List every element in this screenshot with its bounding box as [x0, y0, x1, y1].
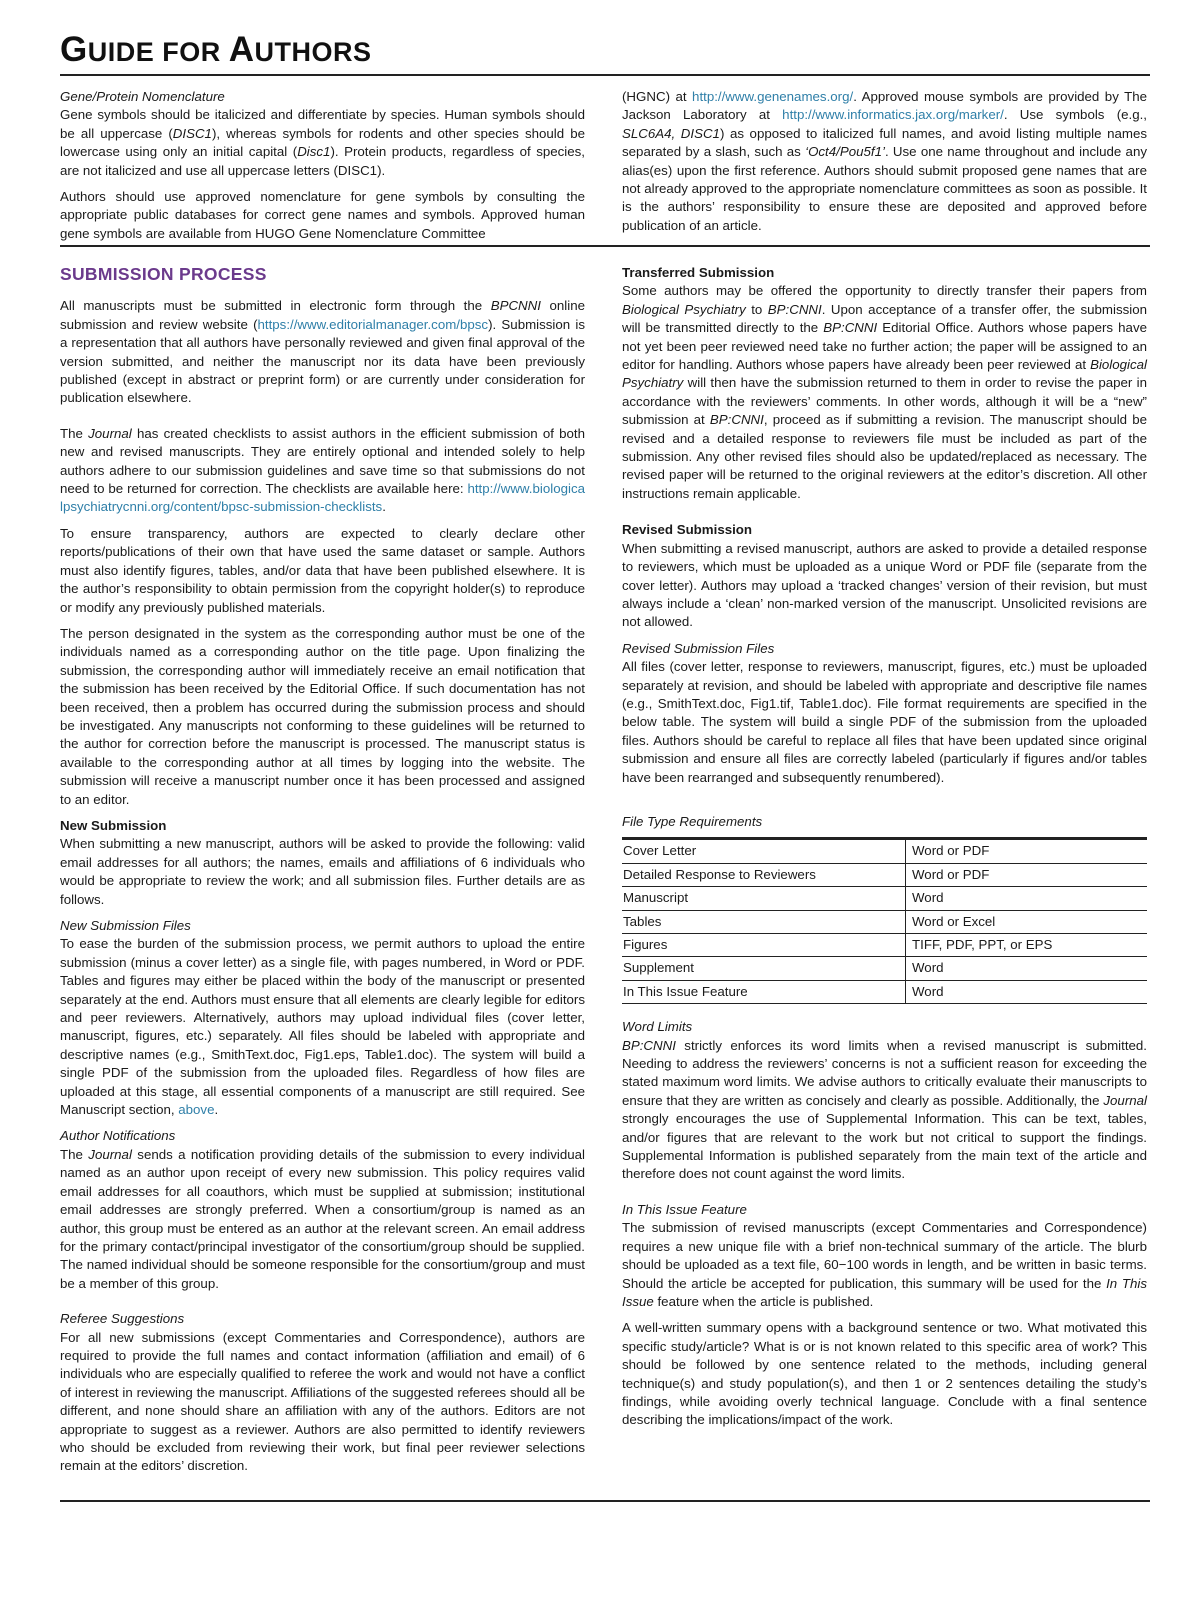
new-submission-paragraph: When submitting a new manuscript, authors will be asked to provide the following: valid email addresses for all authors; the names, emails and affiliations of 6 individuals who would be appropriate to review the work; and all submission files. Further details are as follows.	[60, 836, 585, 907]
nomenclature-paragraph-2: Authors should use approved nomenclature for gene symbols by consulting the appropriate public databases for correct gene names and symbols. Approved human gene symbols are available from HUGO Gene Nomenclature Committee	[60, 189, 585, 241]
referee-suggestions-heading: Referee Suggestions	[60, 1311, 185, 1327]
transferred-submission-heading: Transferred Submission	[622, 265, 775, 280]
revised-submission-files-paragraph: All files (cover letter, response to reviewers, manuscript, figures, etc.) must be uploaded separately at revision, and should be labeled with appropriate and descriptive file names (e.g., SmithText.doc, Fig1.tif, Table1.doc). File format requirements are specified in the below table. The system will build a single PDF of the submission from the uploaded files. Authors should be careful to replace all files that have been updated since original submission and ensure all files are correctly labeled (particularly if figures and/or tables have been rearranged and subsequently renumbered).	[622, 659, 1147, 785]
referee-suggestions-paragraph: For all new submissions (except Commentaries and Correspondence), authors are required to provide the full names and contact information (affiliation and email) of 6 individuals who are especially qualified to referee the work and would not have a conflict of interest in reviewing the manuscript. Affiliations of the suggested referees should all be different, and none should share an affiliation with any of the authors. Editors are not appropriate to suggest as a reviewer. Authors are also permitted to identify reviewers who should be excluded from reviewing their work, but final peer reviewer selections remain at the editors’ discretion.	[60, 1329, 585, 1474]
page-title: GUIDE FOR AUTHORS	[60, 30, 372, 69]
table-row: Figures TIFF, PDF, PPT, or EPS	[622, 934, 1147, 957]
editorial-manager-link[interactable]: https://www.editorialmanager.com/bpsc	[257, 316, 489, 332]
table-row: In This Issue Feature Word	[622, 980, 1147, 1003]
submission-paragraph-2: The Journal has created checklists to assist authors in the efficient submission of both new and revised manuscripts. They are entirely optional and intended solely to help authors adhere to our submission guidelines and save time so that submissions do not need to be returned for correction. The checklists are available here: http://www.biologicalpsychiatrycnni.org/content/bpsc-submission-checklists.	[60, 425, 585, 515]
submission-paragraph-3: To ensure transparency, authors are expected to clearly declare other reports/publications of their own that have used the same dataset or sample. Authors must also identify figures, tables, and/or data that have been published elsewhere. It is the author’s responsibility to obtain permission from the copyright holder(s) to reproduce or modify any previously published materials.	[60, 525, 585, 615]
checklists-link[interactable]: http://www.biologicalpsychiatrycnni.org/content/bpsc-submission-checklists	[60, 481, 585, 515]
table-row: Cover Letter Word or PDF	[622, 839, 1147, 863]
submission-paragraph-4: The person designated in the system as the corresponding author must be one of the individuals named as a corresponding author on the title page. Upon finalizing the submission, the corresponding author will immediately receive an email notification that the submission has been received by the Editorial Office. If such documentation has not been received, then a problem has occurred during the submission process and should be investigated. Any manuscripts not conforming to these guidelines will be returned to the author for correction before the manuscript is processed. The manuscript status is available to the corresponding author at all times by logging into the website. The submission will receive a manuscript number once it has been processed and assigned to an editor.	[60, 625, 585, 807]
new-submission-files-heading: New Submission Files	[60, 918, 191, 933]
revised-submission-heading: Revised Submission	[622, 522, 753, 538]
author-notifications-paragraph: The Journal sends a notification providing details of the submission to every individual named as an author upon receipt of every new submission. This policy requires valid email addresses for all coauthors, which must be supplied at submission; institutional email addresses are strongly preferred. When a consortium/group is named as an author, this group must be entered as an author at the relevant screen. An email address for the primary contact/principal investigator of the consortium/group should be supplied. The named individual should be someone responsible for the consortium/group and must be a member of this group.	[60, 1146, 585, 1291]
in-this-issue-heading: In This Issue Feature	[622, 1201, 747, 1217]
genenames-link[interactable]: http://www.genenames.org/	[692, 89, 854, 104]
above-link[interactable]: above	[178, 1102, 215, 1118]
new-submission-files-paragraph: To ease the burden of the submission process, we permit authors to upload the entire submission (minus a cover letter) as a single file, with pages numbered, in Word or PDF. Tables and figures may either be placed within the body of the manuscript or presented separately at the end. Authors must ensure that all elements are clearly legible for editors and peer reviewers. Alternatively, authors may upload individual files (cover letter, manuscript, figures, etc.) separately. All files should be labeled with appropriate and descriptive names (e.g., SmithText.doc, Fig1.eps, Table1.doc). The system will build a single PDF of the submission from the uploaded files. Regardless of how files are uploaded at this stage, all essential components of a manuscript are still required. See Manuscript section, above.	[60, 936, 585, 1118]
file-type-heading: File Type Requirements	[622, 813, 763, 829]
file-type-table	[622, 837, 1147, 1004]
jax-marker-link[interactable]: http://www.informatics.jax.org/marker/	[782, 107, 1004, 123]
word-limits-paragraph: BP:CNNI strictly enforces its word limits when a revised manuscript is submitted. Needing to address the reviewers’ concerns is not a sufficient reason for exceeding the stated maximum word limits. We advise authors to critically evaluate their manuscripts to ensure that they are written as concisely and clearly as possible. Additionally, the Journal strongly encourages the use of Supplemental Information. This can be text, tables, and/or figures that are relevant to the work but not critical to support the findings. Supplemental Information is published separately from the main text of the article and therefore does not count against the word limits.	[622, 1037, 1147, 1182]
submission-process-heading: SUBMISSION PROCESS	[60, 264, 267, 284]
nomenclature-paragraph-1: Gene symbols should be italicized and differentiate by species. Human symbols should be all uppercase (DISC1), whereas symbols for rodents and other species should be lowercase using only an initial capital (Disc1). Protein products, regardless of species, are not italicized and use all uppercase letters (DISC1).	[60, 107, 585, 178]
nomenclature-right-column	[622, 88, 1147, 243]
section-rule	[60, 245, 1150, 247]
left-column	[60, 258, 585, 1484]
submission-paragraph-1: All manuscripts must be submitted in electronic form through the BPCNNI online submission and review website (https://www.editorialmanager.com/bpsc). Submission is a representation that all authors have personally reviewed and given final approval of the version submitted, and neither the manuscript nor its data have been previously published (except in abstract or preprint form) or are currently under consideration for publication elsewhere.	[60, 298, 585, 406]
in-this-issue-paragraph-2: A well-written summary opens with a background sentence or two. What motivated this specific study/article? What is or is not known related to this specific area of work? This should be followed by one sentence related to the methods, including general technique(s) and study population(s), and then 1 or 2 sentences detailing the study’s findings, while avoiding overly technical language. Conclude with a final sentence describing the implications/impact of the work.	[622, 1320, 1147, 1428]
nomenclature-left-column	[60, 88, 585, 251]
right-column	[622, 264, 1147, 1438]
word-limits-heading: Word Limits	[622, 1019, 693, 1035]
in-this-issue-paragraph-1: The submission of revised manuscripts (except Commentaries and Correspondence) requires a new unique file with a brief non-technical summary of the article. The blurb should be uploaded as a text file, 60−100 words in length, and be written in basic terms. Should the article be accepted for publication, this summary will be used for the In This Issue feature when the article is published.	[622, 1220, 1147, 1309]
document-page	[60, 0, 1150, 1606]
table-row: Tables Word or Excel	[622, 910, 1147, 933]
bottom-rule	[60, 1500, 1150, 1502]
title-rule	[60, 74, 1150, 76]
table-row: Supplement Word	[622, 957, 1147, 980]
revised-submission-paragraph: When submitting a revised manuscript, authors are asked to provide a detailed response to reviewers, which must be uploaded as a unique Word or PDF file (separate from the cover letter). Authors may upload a ‘tracked changes’ version of their revision, but must always include a ‘clean’ non-marked version of the manuscript. Unsolicited revisions are not allowed.	[622, 540, 1147, 630]
nomenclature-heading: Gene/Protein Nomenclature	[60, 89, 225, 104]
author-notifications-heading: Author Notifications	[60, 1128, 176, 1144]
table-row: Detailed Response to Reviewers Word or PDF	[622, 863, 1147, 886]
transferred-submission-paragraph: Some authors may be offered the opportunity to directly transfer their papers from Biological Psychiatry to BP:CNNI. Upon acceptance of a transfer offer, the submission will be transmitted directly to the BP:CNNI Editorial Office. Authors whose papers have not yet been peer reviewed need take no further action; the paper will be assigned to an editor for handling. Authors whose papers have already been peer reviewed at Biological Psychiatry will then have the submission returned to them in order to revise the paper in accordance with the reviewers’ comments. In other words, although it will be a “new” submission at BP:CNNI, proceed as if submitting a revision. The manuscript should be revised and a detailed response to reviewers file must be included as part of the submission. Any other revised files should also be updated/replaced as necessary. The revised paper will be returned to the original reviewers at the editor’s discretion. All other instructions remain applicable.	[622, 283, 1147, 501]
revised-submission-files-heading: Revised Submission Files	[622, 640, 775, 656]
table-row: Manuscript Word	[622, 887, 1147, 910]
nomenclature-paragraph-3: (HGNC) at http://www.genenames.org/. Approved mouse symbols are provided by The Jackson Laboratory at http://www.informatics.jax.org/marker/. Use symbols (e.g., SLC6A4, DISC1) as opposed to italicized full names, and avoid listing multiple names separated by a slash, such as ‘Oct4/Pou5f1’. Use one name throughout and include any alias(es) upon the first reference. Authors should submit proposed gene names that are not already approved to the appropriate nomenclature committees as soon as possible. It is the authors’ responsibility to ensure these are deposited and approved before publication of an article.	[622, 89, 1148, 233]
new-submission-heading: New Submission	[60, 817, 167, 833]
